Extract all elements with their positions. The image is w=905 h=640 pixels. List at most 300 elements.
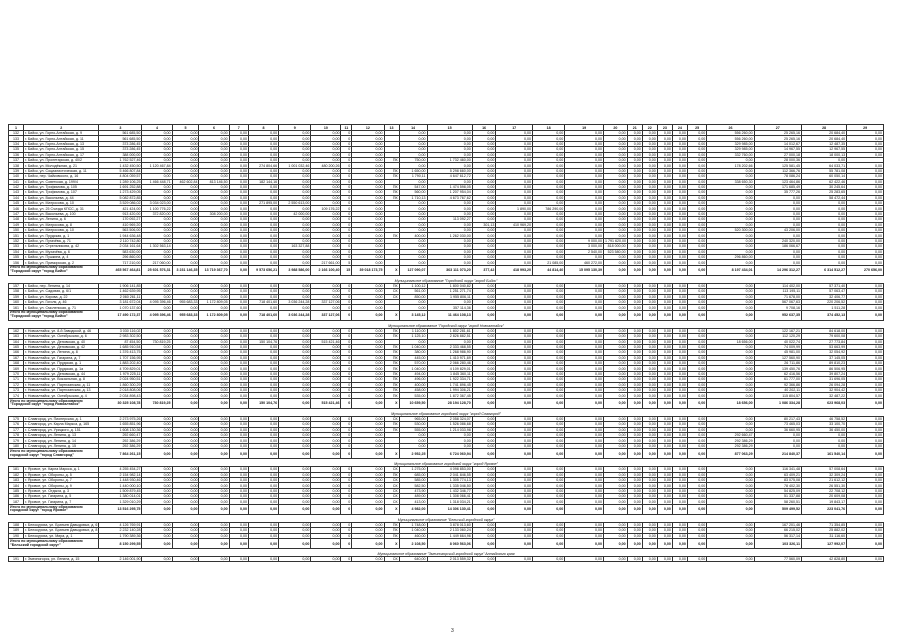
row-value: 0,00 xyxy=(229,249,248,254)
row-value: 0,00 xyxy=(399,339,427,344)
row-value: 25 283,65 xyxy=(801,190,846,195)
row-value: 0,00 xyxy=(565,522,604,527)
row-value: 0,00 xyxy=(672,377,687,382)
row-value: 0,00 xyxy=(279,467,311,472)
row-value: 0,00 xyxy=(657,422,672,427)
total-value: 127 090,07 xyxy=(399,265,427,275)
row-value: 0,00 xyxy=(142,393,172,398)
row-value: 0,00 xyxy=(199,488,229,493)
row-value: 0,00 xyxy=(657,179,672,184)
row-value: 0,00 xyxy=(642,472,657,477)
row-value: 2 826 882,51 xyxy=(427,334,472,339)
row-value: 0,00 xyxy=(707,289,754,294)
row-value: СК xyxy=(384,294,399,299)
row-value: ПК xyxy=(384,233,399,238)
row-value: 0,00 xyxy=(801,438,846,443)
row-value: 1 172 809,05 xyxy=(199,299,229,304)
row-value: 0,00 xyxy=(352,283,384,288)
row-value: 45 981,00 xyxy=(754,350,801,355)
total-value: 2 108,50 xyxy=(399,539,427,549)
row-value: 0,00 xyxy=(657,522,672,527)
total-value: 0,00 xyxy=(199,398,229,408)
row-value: 0,00 xyxy=(687,190,706,195)
row-value: 0,00 xyxy=(565,147,604,152)
total-value: 0 xyxy=(341,504,352,514)
total-value: 0,00 xyxy=(604,504,628,514)
row-value: 460,00 xyxy=(399,533,427,538)
row-value: 0,00 xyxy=(248,477,278,482)
row-value: 0,00 xyxy=(229,388,248,393)
row-value: 0,00 xyxy=(672,289,687,294)
row-value: 0,00 xyxy=(352,141,384,146)
row-value: 0 xyxy=(341,467,352,472)
row-value: 0,00 xyxy=(657,305,672,310)
row-value: 563 506,00 xyxy=(99,228,142,233)
row-value: 0,00 xyxy=(142,382,172,387)
row-value: 0,00 xyxy=(707,472,754,477)
total-value: 0,00 xyxy=(657,265,672,275)
row-value: 0,00 xyxy=(672,174,687,179)
row-value: 0,00 xyxy=(399,254,427,259)
row-value: 0,00 xyxy=(279,141,311,146)
row-value: 0,00 xyxy=(672,438,687,443)
total-value: 0,00 xyxy=(279,449,311,459)
row-value: 1 214 033,98 xyxy=(427,427,472,432)
row-value: 0,00 xyxy=(847,195,884,200)
row-value: 0,00 xyxy=(565,141,604,146)
row-value: 0,00 xyxy=(642,195,657,200)
row-number: 172 xyxy=(9,382,24,387)
row-value: 813 146,50 xyxy=(199,179,229,184)
row-value: 0,00 xyxy=(311,499,341,504)
row-value: 547,00 xyxy=(399,184,427,189)
row-value: 0,00 xyxy=(199,472,229,477)
row-value: 0,00 xyxy=(496,152,533,157)
row-value: 0,00 xyxy=(627,195,642,200)
row-value: 0,00 xyxy=(642,377,657,382)
row-value: 0,00 xyxy=(279,238,311,243)
row-value: 0,00 xyxy=(352,350,384,355)
row-value: 0,00 xyxy=(229,499,248,504)
row-number: 191 xyxy=(9,557,24,562)
section-title-row xyxy=(9,320,884,328)
total-value: 18 656,00 xyxy=(707,398,754,408)
row-value: 0,00 xyxy=(565,201,604,206)
row-value: 0,00 xyxy=(604,168,628,173)
row-value: 0,00 xyxy=(565,184,604,189)
row-value: 0,00 xyxy=(142,467,172,472)
row-value: 0,00 xyxy=(565,416,604,421)
row-value: 0,00 xyxy=(279,152,311,157)
row-value: 0,00 xyxy=(642,289,657,294)
row-value: 0,00 xyxy=(627,233,642,238)
row-value: 0,00 xyxy=(199,131,229,136)
row-value: 2 034 898,43 xyxy=(99,393,142,398)
row-value: 0,00 xyxy=(352,427,384,432)
row-value: ПК xyxy=(384,168,399,173)
row-value: 0,00 xyxy=(172,222,199,227)
row-value: 0,00 xyxy=(532,388,564,393)
row-value: 0,00 xyxy=(847,283,884,288)
row-value: 0,00 xyxy=(199,228,229,233)
row-value: 0,00 xyxy=(847,438,884,443)
row-value: 12 487,35 xyxy=(801,141,846,146)
row-value: 0,00 xyxy=(142,522,172,527)
row-value: 0,00 xyxy=(627,201,642,206)
row-value: 0,00 xyxy=(199,238,229,243)
row-value: 0,00 xyxy=(627,222,642,227)
row-address: г. Яровое, ул. Отдыха, д. 3 xyxy=(24,488,99,493)
row-value: 0,00 xyxy=(847,201,884,206)
row-value: 965,00 xyxy=(399,416,427,421)
row-value: 0,00 xyxy=(172,494,199,499)
row-number: 186 xyxy=(9,494,24,499)
row-number: 174 xyxy=(9,393,24,398)
total-value: 0,00 xyxy=(657,539,672,549)
row-value: 0,00 xyxy=(311,382,341,387)
row-value: 0,00 xyxy=(565,206,604,211)
row-value: 0,00 xyxy=(642,206,657,211)
row-value: 0,00 xyxy=(707,195,754,200)
total-value: 4 095 396,46 xyxy=(142,310,172,320)
row-value: 0,00 xyxy=(142,350,172,355)
row-value: 2 060 261,11 xyxy=(99,294,142,299)
row-address: г. Бийск, ул. Матросова, д. 10 xyxy=(24,201,99,206)
row-value: 0,00 xyxy=(687,432,706,437)
row-value: ПК xyxy=(384,388,399,393)
row-value: 0,00 xyxy=(627,344,642,349)
row-value: 0,00 xyxy=(532,249,564,254)
total-value: Х xyxy=(384,398,399,408)
row-value: 0,00 xyxy=(847,131,884,136)
row-value: 0,00 xyxy=(352,222,384,227)
row-value: 109 176,22 xyxy=(311,206,341,211)
row-value: 0,00 xyxy=(565,377,604,382)
row-address: г. Бийск, ул. Пугачёва, д. 71 xyxy=(24,238,99,243)
total-value: 363 111 073,20 xyxy=(427,265,472,275)
row-value: 20 684,40 xyxy=(801,131,846,136)
row-value: 39 807,24 xyxy=(801,371,846,376)
row-value: 0,00 xyxy=(496,467,533,472)
row-address: г. Славгород, ул. Пионерская, д. 1 xyxy=(24,416,99,421)
row-value: 0,00 xyxy=(657,339,672,344)
row-value: 0,00 xyxy=(565,283,604,288)
row-value: 0,00 xyxy=(687,344,706,349)
row-value: 0,00 xyxy=(657,289,672,294)
total-value: 0,00 xyxy=(642,504,657,514)
row-value: 0,00 xyxy=(472,190,496,195)
row-value: 0,00 xyxy=(248,422,278,427)
row-value: 0,00 xyxy=(229,289,248,294)
row-number: 137 xyxy=(9,157,24,162)
row-value: 0,00 xyxy=(532,283,564,288)
total-label: Итого по муниципальному образованию "Бельский городской округ" xyxy=(9,539,99,549)
row-value: 2 983 302,50 xyxy=(99,334,142,339)
row-value: 0,00 xyxy=(352,361,384,366)
row-value: 0,00 xyxy=(172,344,199,349)
row-value: 0,00 xyxy=(754,254,801,259)
row-value: ПК xyxy=(384,366,399,371)
row-value: 1 732 460,00 xyxy=(427,157,472,162)
row-value: 57 008,64 xyxy=(801,467,846,472)
row-value: 0,00 xyxy=(687,163,706,168)
row-value: 0,00 xyxy=(672,233,687,238)
total-value: 0,00 xyxy=(229,310,248,320)
row-value: 0 xyxy=(341,190,352,195)
row-value: 1 100,12 xyxy=(399,283,427,288)
row-value: 0 xyxy=(341,499,352,504)
column-number: 5 xyxy=(172,125,199,131)
row-address: г. Новоалтайск, ул. Октябрьская, д. 6 xyxy=(24,334,99,339)
row-value: 0,00 xyxy=(847,467,884,472)
row-value: 0,00 xyxy=(642,422,657,427)
row-value: 0,00 xyxy=(627,131,642,136)
row-value: 0,00 xyxy=(352,334,384,339)
row-value: 0,00 xyxy=(627,361,642,366)
row-value: 0,00 xyxy=(229,467,248,472)
row-value: 26 094,28 xyxy=(801,382,846,387)
row-value: 0,00 xyxy=(427,254,472,259)
row-value: 0,00 xyxy=(279,190,311,195)
total-value: 161 540,14 xyxy=(801,449,846,459)
total-value: 4 982,00 xyxy=(399,504,427,514)
row-value: 0 xyxy=(341,393,352,398)
row-value: 1 262 030,00 xyxy=(427,233,472,238)
row-value: 0,00 xyxy=(532,427,564,432)
row-value: 0,00 xyxy=(279,260,311,265)
row-value: 0,00 xyxy=(604,361,628,366)
row-address: г. Бийск, пер. Ленина, д. 14 xyxy=(24,283,99,288)
total-value: 28 194 128,70 xyxy=(427,398,472,408)
row-value: 0,00 xyxy=(427,228,472,233)
row-value: 0,00 xyxy=(687,443,706,448)
row-value: 0,00 xyxy=(172,228,199,233)
row-value: 0,00 xyxy=(604,152,628,157)
row-value: 0,00 xyxy=(199,152,229,157)
row-value: 0,00 xyxy=(229,168,248,173)
row-value: 1 890,00 xyxy=(496,206,533,211)
row-value: 0 xyxy=(341,472,352,477)
column-number: 1 xyxy=(9,125,24,131)
row-value: 1 944 636,48 xyxy=(99,233,142,238)
row-value: 296 860,00 xyxy=(707,254,754,259)
row-value: 0,00 xyxy=(627,427,642,432)
row-value: 182 144,16 xyxy=(248,179,278,184)
total-value: 0,00 xyxy=(565,398,604,408)
row-value: 0,00 xyxy=(279,294,311,299)
row-value: 0,00 xyxy=(657,141,672,146)
row-value: 0 xyxy=(341,344,352,349)
total-value: 0,00 xyxy=(565,504,604,514)
total-row xyxy=(9,504,884,514)
row-value: 0,00 xyxy=(142,328,172,333)
row-value: 0,00 xyxy=(847,206,884,211)
row-value: 0,00 xyxy=(172,289,199,294)
row-value: 0,00 xyxy=(707,467,754,472)
row-value: 0,00 xyxy=(229,382,248,387)
row-value: 0,00 xyxy=(754,201,801,206)
row-value: 178 202,66 xyxy=(707,163,754,168)
row-value: 1 608 130,36 xyxy=(99,427,142,432)
row-value: 0,00 xyxy=(352,184,384,189)
row-value: 0,00 xyxy=(642,393,657,398)
row-value: 0,00 xyxy=(199,416,229,421)
row-value: 122 167,21 xyxy=(754,328,801,333)
row-value: 0,00 xyxy=(472,522,496,527)
row-value: 0,00 xyxy=(229,238,248,243)
row-value: 62 422,46 xyxy=(801,179,846,184)
row-value: 0,00 xyxy=(142,494,172,499)
total-value: 0,00 xyxy=(311,504,341,514)
row-value: 0,00 xyxy=(172,432,199,437)
row-value: 0,00 xyxy=(532,294,564,299)
row-value: 0,00 xyxy=(496,388,533,393)
row-value: 0,00 xyxy=(754,222,801,227)
row-value: 0,00 xyxy=(627,488,642,493)
row-value: 0,00 xyxy=(687,157,706,162)
row-value: 25 265,16 xyxy=(754,136,801,141)
row-value: 26 711,86 xyxy=(754,361,801,366)
row-value: 0,00 xyxy=(604,163,628,168)
row-value: 0,00 xyxy=(657,483,672,488)
row-value: 114 402,00 xyxy=(754,283,801,288)
row-value: 0,00 xyxy=(496,190,533,195)
row-value: 0,00 xyxy=(311,228,341,233)
row-value: 4 709 829,01 xyxy=(99,366,142,371)
row-value: 0,00 xyxy=(657,416,672,421)
row-value: 0,00 xyxy=(707,211,754,216)
row-value: 0,00 xyxy=(642,499,657,504)
row-value: 0,00 xyxy=(707,366,754,371)
row-value: 445,00 xyxy=(399,355,427,360)
row-value: СК xyxy=(384,416,399,421)
row-value: 0,00 xyxy=(399,249,427,254)
row-value: 0,00 xyxy=(532,557,564,562)
row-value: 0,00 xyxy=(199,377,229,382)
row-value: 4 095 396,46 xyxy=(142,299,172,304)
total-value: 465 567 464,81 xyxy=(99,265,142,275)
row-value: 0,00 xyxy=(565,438,604,443)
row-value: 0,00 xyxy=(229,163,248,168)
total-value: Х xyxy=(384,265,399,275)
row-value: 0 xyxy=(341,222,352,227)
row-value: 0,00 xyxy=(352,443,384,448)
row-value: 0,00 xyxy=(627,174,642,179)
row-value: 0,00 xyxy=(199,147,229,152)
row-value: 0,00 xyxy=(604,254,628,259)
row-value: 0,00 xyxy=(642,483,657,488)
total-value: 0,00 xyxy=(472,539,496,549)
row-value: 0,00 xyxy=(707,382,754,387)
row-value: 0,00 xyxy=(847,388,884,393)
row-value: 36 450,00 xyxy=(801,427,846,432)
section-title-row xyxy=(9,275,884,283)
row-value: 0,00 xyxy=(199,163,229,168)
row-value: 0,00 xyxy=(642,467,657,472)
row-value: 0,00 xyxy=(172,382,199,387)
total-value: 0,00 xyxy=(627,398,642,408)
row-value: 0,00 xyxy=(642,179,657,184)
row-value: ПК xyxy=(384,427,399,432)
row-value: 0,00 xyxy=(248,344,278,349)
total-value: 0,00 xyxy=(199,449,229,459)
row-value: 0,00 xyxy=(565,136,604,141)
row-number: 187 xyxy=(9,499,24,504)
row-value: 0,00 xyxy=(687,260,706,265)
row-value: 0,00 xyxy=(565,233,604,238)
row-value: 0,00 xyxy=(847,299,884,304)
total-value: 0,00 xyxy=(672,504,687,514)
total-value: 0,00 xyxy=(496,310,533,320)
row-value: 0,00 xyxy=(532,238,564,243)
row-value: 0,00 xyxy=(311,244,341,249)
row-value: 0,00 xyxy=(199,339,229,344)
row-value: 0,00 xyxy=(199,190,229,195)
row-value: 2 110 742,80 xyxy=(99,238,142,243)
row-value: 125 581,45 xyxy=(754,163,801,168)
row-value: 1 100 776,22 xyxy=(142,206,172,211)
total-value: Х xyxy=(384,310,399,320)
row-value: 0,00 xyxy=(472,294,496,299)
row-value: 0 xyxy=(341,228,352,233)
row-value: 0,00 xyxy=(604,211,628,216)
row-value: 0,00 xyxy=(604,371,628,376)
row-value: 0,00 xyxy=(627,382,642,387)
row-address: г. Бийск, ул. Горно-Алтайская, д. 9 xyxy=(24,131,99,136)
total-value: 0 xyxy=(341,449,352,459)
row-value: 0,00 xyxy=(496,438,533,443)
row-value: 0,00 xyxy=(565,477,604,482)
row-value: 0,00 xyxy=(427,147,472,152)
row-value: 0,00 xyxy=(642,339,657,344)
row-value: 0,00 xyxy=(496,416,533,421)
row-value: 0,00 xyxy=(687,371,706,376)
row-value: 19 843,17 xyxy=(801,499,846,504)
row-value: 0,00 xyxy=(672,283,687,288)
row-number: 162 xyxy=(9,328,24,333)
row-value: 0,00 xyxy=(847,371,884,376)
row-address: г. Бийск, ул. Трофимова, д. 105 xyxy=(24,184,99,189)
row-value: 0,00 xyxy=(707,157,754,162)
row-value: 0,00 xyxy=(279,179,311,184)
row-value: 0,00 xyxy=(532,382,564,387)
row-value: 0,00 xyxy=(172,147,199,152)
row-value: 0,00 xyxy=(248,211,278,216)
row-value: 0,00 xyxy=(172,557,199,562)
row-value: 0,00 xyxy=(248,483,278,488)
row-value: 0,00 xyxy=(472,477,496,482)
row-value: 0,00 xyxy=(279,533,311,538)
row-value: 0,00 xyxy=(687,328,706,333)
row-number: 163 xyxy=(9,334,24,339)
row-value: 0,00 xyxy=(279,438,311,443)
row-value: 0,00 xyxy=(142,427,172,432)
total-value: 0,00 xyxy=(172,398,199,408)
row-value: 0,00 xyxy=(627,443,642,448)
row-value: 0,00 xyxy=(672,147,687,152)
row-value: 292 660,47 xyxy=(707,432,754,437)
row-address: г. Бийск, ул. Васильева, д. 100 xyxy=(24,211,99,216)
row-value: 0,00 xyxy=(672,163,687,168)
row-number: 158 xyxy=(9,289,24,294)
row-value: 1 710,13 xyxy=(399,195,427,200)
row-value: 0,00 xyxy=(311,557,341,562)
row-value: 2 058 324,07 xyxy=(427,416,472,421)
row-value: 0,00 xyxy=(627,289,642,294)
row-value: 0,00 xyxy=(672,366,687,371)
row-value: 0,00 xyxy=(532,201,564,206)
row-value: 530,00 xyxy=(399,422,427,427)
